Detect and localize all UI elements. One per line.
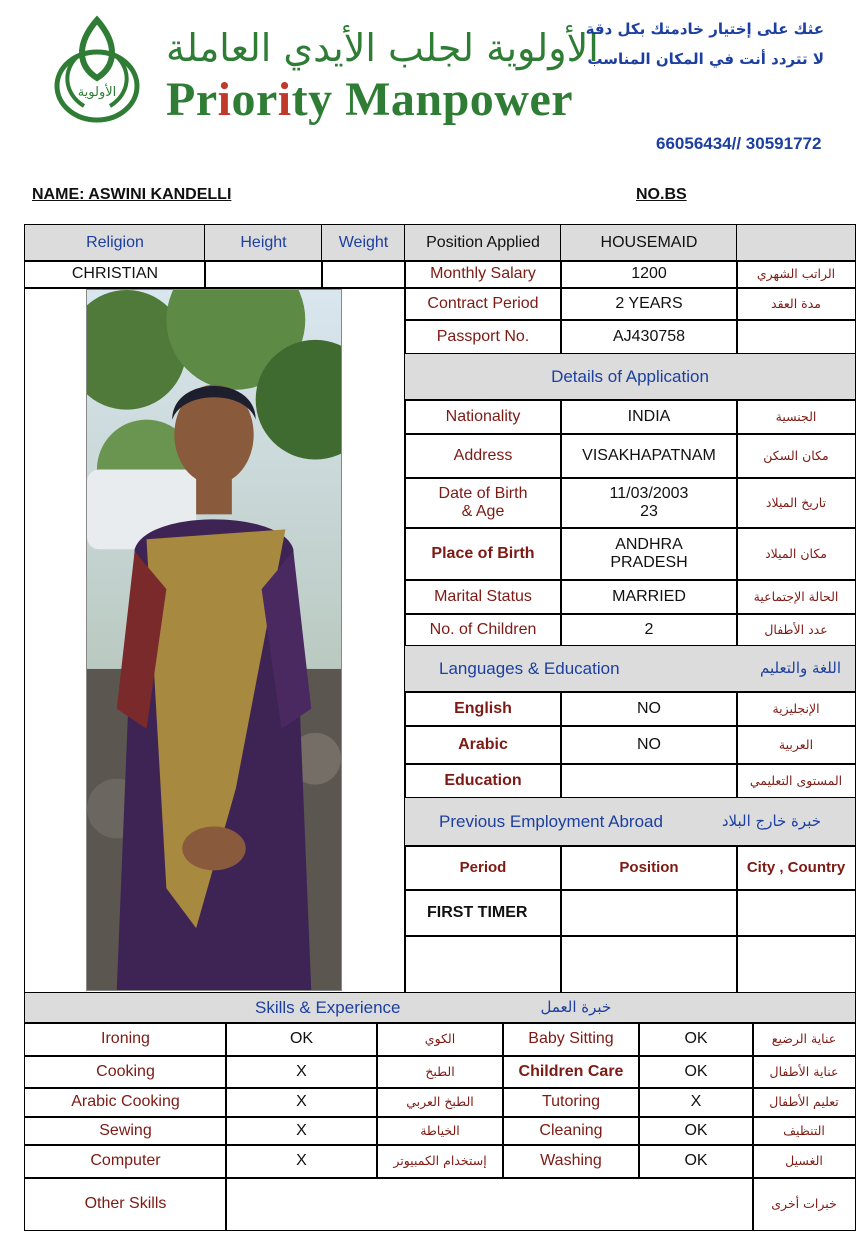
contract-period-label: Contract Period: [404, 287, 562, 321]
skill-arabic-cooking-value: X: [225, 1087, 378, 1118]
skill-tutoring-value: X: [638, 1087, 754, 1118]
skill-cooking-arabic: الطبخ: [376, 1055, 504, 1089]
arabic-value: NO: [560, 725, 738, 765]
skill-cooking-value: X: [225, 1055, 378, 1089]
skill-washing-arabic: الغسيل: [752, 1144, 856, 1179]
monthly-salary-value: 1200: [560, 260, 738, 289]
employment-city-2: [736, 935, 856, 994]
date-of-birth-label: Date of Birth & Age: [404, 477, 562, 529]
other-skills-label: Other Skills: [24, 1177, 227, 1231]
children-count-value: 2: [560, 613, 738, 647]
english-value: NO: [560, 691, 738, 727]
date-of-birth-arabic: تاريخ الميلاد: [736, 477, 856, 529]
passport-label: Passport No.: [404, 319, 562, 355]
nationality-value: INDIA: [560, 399, 738, 435]
skill-washing-value: OK: [638, 1144, 754, 1179]
english-arabic: الإنجليزية: [736, 691, 856, 727]
skill-cleaning-value: OK: [638, 1116, 754, 1146]
phone-numbers: 66056434// 30591772: [656, 134, 822, 153]
contract-period-value: 2 YEARS: [560, 287, 738, 321]
company-name-english: Priority Manpower: [166, 73, 574, 126]
skill-baby-sitting-value: OK: [638, 1022, 754, 1057]
skill-tutoring-label: Tutoring: [502, 1087, 640, 1118]
tagline-line-1: عثك على إختيار خادمتك بكل دقة: [585, 20, 824, 38]
employment-position-2: [560, 935, 738, 994]
employment-city-1: [736, 889, 856, 937]
skill-sewing-value: X: [225, 1116, 378, 1146]
employment-section-title: [404, 797, 856, 847]
skills-title-arabic: خبرة العمل: [540, 998, 612, 1017]
height-header: Height: [204, 224, 323, 262]
skill-sewing-label: Sewing: [24, 1116, 227, 1146]
monthly-salary-label: Monthly Salary: [404, 260, 562, 289]
children-count-label: No. of Children: [404, 613, 562, 647]
marital-status-label: Marital Status: [404, 579, 562, 615]
skill-children-care-label: Children Care: [502, 1055, 640, 1089]
skill-baby-sitting-arabic: عناية الرضيع: [752, 1022, 856, 1057]
education-arabic: المستوى التعليمي: [736, 763, 856, 799]
skill-cleaning-arabic: التنظيف: [752, 1116, 856, 1146]
skill-children-care-arabic: عناية الأطفال: [752, 1055, 856, 1089]
arabic-label: Arabic: [404, 725, 562, 765]
skill-computer-value: X: [225, 1144, 378, 1179]
skill-baby-sitting-label: Baby Sitting: [502, 1022, 640, 1057]
details-section-title: Details of Application: [404, 353, 856, 401]
other-skills-value: [225, 1177, 754, 1231]
skill-children-care-value: OK: [638, 1055, 754, 1089]
skill-arabic-cooking-arabic: الطبخ العربي: [376, 1087, 504, 1118]
languages-section-title: [404, 645, 856, 693]
company-name-arabic: الأولوية لجلب الأيدي العاملة: [166, 26, 599, 70]
weight-header: Weight: [321, 224, 406, 262]
children-count-arabic: عدد الأطفال: [736, 613, 856, 647]
contract-period-arabic: مدة العقد: [736, 287, 856, 321]
position-header: Position: [560, 845, 738, 891]
skill-computer-arabic: إستخدام الكمبيوتر: [376, 1144, 504, 1179]
tagline-line-2: لا تتردد أنت في المكان المناسب: [587, 50, 824, 68]
skill-computer-label: Computer: [24, 1144, 227, 1179]
marital-status-arabic: الحالة الإجتماعية: [736, 579, 856, 615]
skill-ironing-arabic: الكوي: [376, 1022, 504, 1057]
period-header: Period: [404, 845, 562, 891]
skills-title-english: Skills & Experience: [255, 998, 401, 1018]
reference-number-label: NO.BS: [636, 186, 687, 203]
place-of-birth-arabic: مكان الميلاد: [736, 527, 856, 581]
skill-cleaning-label: Cleaning: [502, 1116, 640, 1146]
city-country-header: City , Country: [736, 845, 856, 891]
employment-position-1: [560, 889, 738, 937]
employment-period-2: [404, 935, 562, 994]
place-of-birth-value: ANDHRA PRADESH: [560, 527, 738, 581]
date-of-birth-value: 11/03/2003 23: [560, 477, 738, 529]
languages-title-english: Languages & Education: [439, 659, 620, 679]
skill-arabic-cooking-label: Arabic Cooking: [24, 1087, 227, 1118]
position-applied-arabic: [736, 224, 856, 262]
nationality-label: Nationality: [404, 399, 562, 435]
employment-period-1: FIRST TIMER: [404, 889, 562, 937]
position-applied-value: HOUSEMAID: [560, 224, 738, 262]
height-value: [204, 260, 323, 289]
skill-cooking-label: Cooking: [24, 1055, 227, 1089]
employment-title-arabic: خبرة خارج البلاد: [721, 812, 821, 831]
skill-ironing-value: OK: [225, 1022, 378, 1057]
monthly-salary-arabic: الراتب الشهري: [736, 260, 856, 289]
address-label: Address: [404, 433, 562, 479]
religion-header: Religion: [24, 224, 206, 262]
place-of-birth-label: Place of Birth: [404, 527, 562, 581]
education-value: [560, 763, 738, 799]
emblem-lettering: الأولوية: [77, 85, 117, 100]
skill-tutoring-arabic: تعليم الأطفال: [752, 1087, 856, 1118]
skill-sewing-arabic: الخياطة: [376, 1116, 504, 1146]
other-skills-arabic: خبرات أخرى: [752, 1177, 856, 1231]
marital-status-value: MARRIED: [560, 579, 738, 615]
skills-section-title: [24, 992, 856, 1024]
nationality-arabic: الجنسية: [736, 399, 856, 435]
company-emblem: [48, 14, 146, 126]
skill-ironing-label: Ironing: [24, 1022, 227, 1057]
english-label: English: [404, 691, 562, 727]
position-applied-label: Position Applied: [404, 224, 562, 262]
education-label: Education: [404, 763, 562, 799]
arabic-arabic: العربية: [736, 725, 856, 765]
weight-value: [321, 260, 406, 289]
address-arabic: مكان السكن: [736, 433, 856, 479]
skill-washing-label: Washing: [502, 1144, 640, 1179]
religion-value: CHRISTIAN: [24, 260, 206, 289]
candidate-name: NAME: ASWINI KANDELLI: [32, 186, 232, 203]
passport-arabic: [736, 319, 856, 355]
languages-title-arabic: اللغة والتعليم: [760, 659, 841, 678]
candidate-photo: [86, 289, 342, 991]
address-value: VISAKHAPATNAM: [560, 433, 738, 479]
employment-title-english: Previous Employment Abroad: [439, 812, 663, 832]
passport-value: AJ430758: [560, 319, 738, 355]
